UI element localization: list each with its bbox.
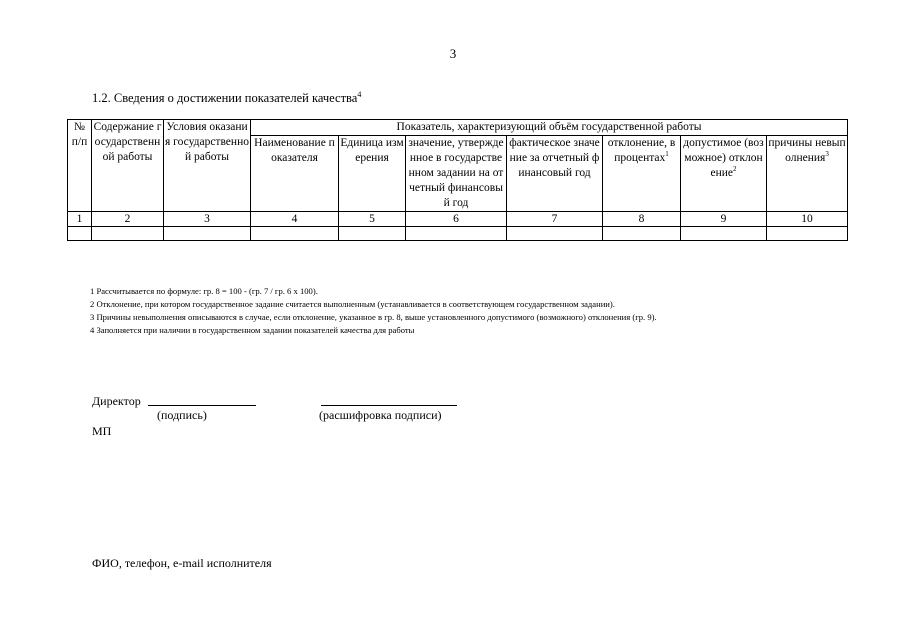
signature-line [148, 405, 256, 406]
footnote: 1 Рассчитывается по формуле: гр. 8 = 100 - (гр. 7 / гр. 6 х 100). [90, 286, 318, 296]
header-row-1 [68, 120, 848, 136]
director-label: Директор [92, 394, 141, 408]
column-number: 3 [164, 212, 251, 227]
header-conditions: Условия оказания государственной работы [164, 120, 251, 212]
executor-label: ФИО, телефон, e-mail исполнителя [92, 556, 272, 570]
footnote: 3 Причины невыполнения описываются в случае, если отклонение, указанное в гр. 8, выше установленного допустимого (возможного) отклонения (гр. 9). [90, 312, 657, 322]
section-title-text: 1.2. Сведения о достижении показателей качества [92, 91, 358, 106]
header-no: № п/п [68, 120, 92, 212]
column-number: 8 [603, 212, 681, 227]
table-cell [339, 227, 406, 241]
footnotes [90, 285, 657, 337]
column-number: 4 [251, 212, 339, 227]
header-deviation-note: 1 [665, 150, 669, 159]
header-reasons [767, 136, 848, 212]
column-number: 10 [767, 212, 848, 227]
header-allowed-text: допустимое (возможное) отклонение [683, 137, 764, 179]
footnote: 4 Заполняется при наличии в государственном задании показателей качества для работы [90, 325, 415, 335]
header-deviation-text: отклонение, в процентах [607, 137, 676, 164]
header-reasons-note: 3 [825, 150, 829, 159]
header-reasons-text: причины невыполнения [768, 137, 846, 164]
stamp-label: МП [92, 424, 112, 438]
table-cell [681, 227, 767, 241]
column-number: 5 [339, 212, 406, 227]
section-title [92, 90, 361, 106]
table-cell [406, 227, 507, 241]
header-unit: Единица измерения [339, 136, 406, 212]
header-deviation [603, 136, 681, 212]
header-actual-value: фактическое значение за отчетный финансовый год [507, 136, 603, 212]
table-cell [251, 227, 339, 241]
table-cell [92, 227, 164, 241]
header-allowed-note: 2 [733, 165, 737, 174]
table-cell [164, 227, 251, 241]
column-number: 1 [68, 212, 92, 227]
column-number: 9 [681, 212, 767, 227]
table-cell [68, 227, 92, 241]
page-number: 3 [449, 46, 457, 61]
header-content: Содержание государственной работы [92, 120, 164, 212]
column-number: 7 [507, 212, 603, 227]
decoding-caption: (расшифровка подписи) [319, 408, 442, 422]
section-title-note: 4 [357, 90, 362, 99]
table-cell [507, 227, 603, 241]
header-indicator-group: Показатель, характеризующий объём государственной работы [251, 120, 848, 136]
header-allowed-deviation [681, 136, 767, 212]
signature-caption: (подпись) [157, 408, 207, 422]
table-cell [767, 227, 848, 241]
table-row [68, 227, 848, 241]
table-cell [603, 227, 681, 241]
column-number: 2 [92, 212, 164, 227]
header-approved-value: значение, утвержденное в государственном задании на отчетный финансовый год [406, 136, 507, 212]
column-number-row [68, 212, 848, 227]
header-indicator-name: Наименование показателя [251, 136, 339, 212]
footnote: 2 Отклонение, при котором государственное задание считается выполненным (устанавливается в соответствующем государственном задании). [90, 299, 615, 309]
quality-indicators-table [67, 119, 848, 241]
decoding-line [321, 405, 457, 406]
column-number: 6 [406, 212, 507, 227]
